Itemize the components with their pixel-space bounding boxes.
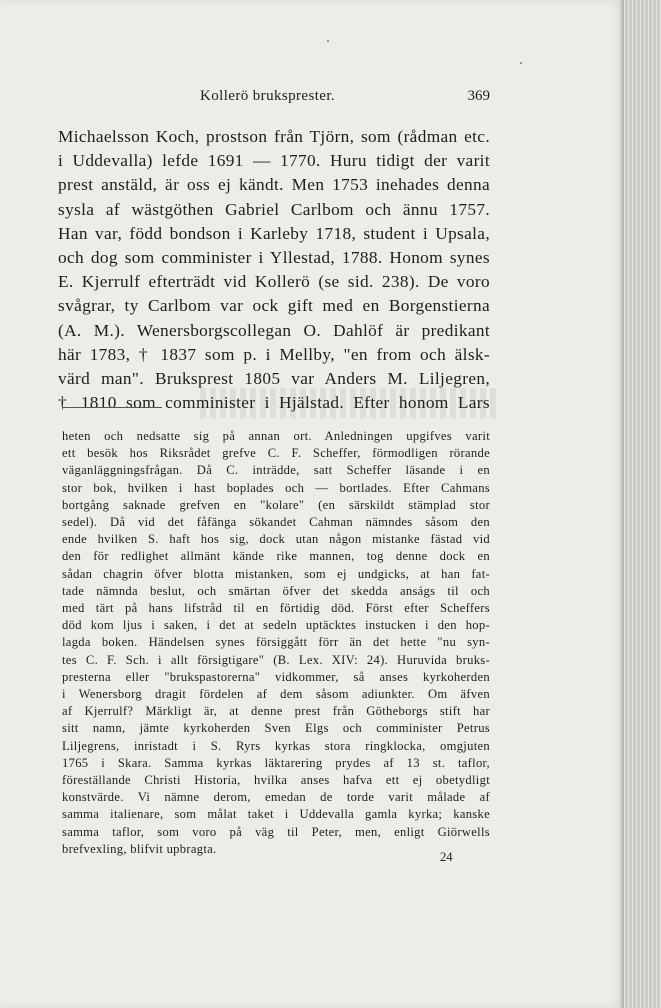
paper-speck [520,62,522,64]
footnote-line: bortgång saknade grefven en "kolare" (en särskildt stämplad stor [62,497,490,512]
footnote-line: samma italienare, som målat taket i Uddevalla gamla kyrka; kanske [62,807,490,822]
text-line: Michaelsson Koch, prostson från Tjörn, som (rådman etc. [58,127,490,146]
footnote-line: stor bok, hvilken i hast boplades och — bortlades. Efter Cahmans [62,480,490,495]
footnote-line: samma taflor, som voro på väg til Peter, men, enligt Giörwells [62,824,490,839]
running-title: Kollerö bruksprester. [200,88,336,104]
footnote-line: lagda boken. Händelsen synes försiggått förr än det hette "nu syn- [62,635,490,650]
footnote-text [62,428,490,858]
text-line: (A. M.). Wenersborgscollegan O. Dahlöf är predikant [58,320,490,340]
running-header [58,88,490,110]
text-line: sysla af wästgöthen Gabriel Carlbom och ännu 1757. [58,199,490,219]
footnote-line: Liljegrens, inristadt i S. Ryrs kyrkas stora ringklocka, omgjuten [62,738,490,753]
footnote-line: väganläggningsfrågan. Då C. inträdde, satt Scheffer läsande i en [62,463,490,478]
paper-speck [327,40,329,42]
footnote-line: sedel). Då vid det fåfänga sökandet Cahman nämndes såsom den [62,515,490,530]
footnote-line: ende hvilken S. haft hos sig, dock utan någon mistanke fästad vid [62,532,490,547]
footnote-line: konstvärde. Vi nämne derom, emedan de torde varit målade af [62,790,490,805]
footnote-rule [62,407,162,408]
footnote-line: sitt namn, jämte kyrkoherden Sven Elgs och comminister Petrus [62,721,490,736]
text-line: och dog som comminister i Yllestad, 1788. Honom synes [58,248,490,268]
page-number: 369 [467,88,490,104]
footnote-line: föreställande Christi Historia, hvilka anses hafva ett ej obetydligt [62,773,490,788]
footnote-line: med tärt på hans lifstråd til en förtidig död. Först efter Scheffers [62,601,490,616]
footnote-line: ett besök hos Riksrådet grefve C. F. Scheffer, förmodligen rörande [62,446,490,461]
footnote-line: tes C. F. Sch. i allt försigtigare" (B. Lex. XIV: 24). Huruvida bruks- [62,652,490,667]
bleed-through-shadow [200,388,500,418]
text-line: E. Kjerrulf efterträdt vid Kollerö (se sid. 238). De voro [58,272,490,292]
text-line: Han var, född bondson i Karleby 1718, student i Upsala, [58,223,490,243]
footnote-line: sådan chagrin öfver blotta mistanken, som ej undgicks, at han fat- [62,566,490,581]
footnote-line: död kom ljus i saken, i det at sedeln uptäcktes instucken i den hop- [62,618,490,633]
text-line: i Uddevalla) lefde 1691 — 1770. Huru tidigt der varit [58,151,490,171]
signature-mark: 24 [440,850,453,864]
footnote-line: heten och nedsatte sig på annan ort. Anledningen upgifves varit [62,429,490,443]
footnote-line: brefvexling, blifvit upbragta. [62,841,217,856]
text-line: här 1783, † 1837 som p. i Mellby, "en from och älsk- [58,344,490,364]
footnote-line: presterna eller "brukspastorerna" vidkommer, så anses kyrkoherden [62,669,490,684]
main-text [58,125,490,415]
footnote-line: i Wenersborg dragit fördelen af dem såsom adiunkter. Om äfven [62,687,490,702]
text-line: prest anstäld, är oss ej kändt. Men 1753 inehades denna [58,175,490,195]
footnote-line: 1765 i Skara. Samma kyrkas läktarering prydes af 13 st. taflor, [62,755,490,770]
footnote-line: den för redlighet allmänt kände rike mannen, tog denne dock en [62,549,490,564]
page-stack-edge [624,0,661,1008]
text-line: värd man". Bruksprest 1805 var Anders M. Liljegren, [58,369,490,389]
text-line: † 1810 som comminister i Hjälstad. Efter honom Lars [58,393,490,413]
text-line: svågrar, ty Carlbom var ock gift med en Borgenstierna [58,296,490,316]
footnote-line: tade nämnda beslut, och smärtan öfver det skedda anságs til och [62,583,490,598]
footnote-line: af Kjerrulf? Märkligt är, at denne prest från Götheborgs stift har [62,704,490,719]
